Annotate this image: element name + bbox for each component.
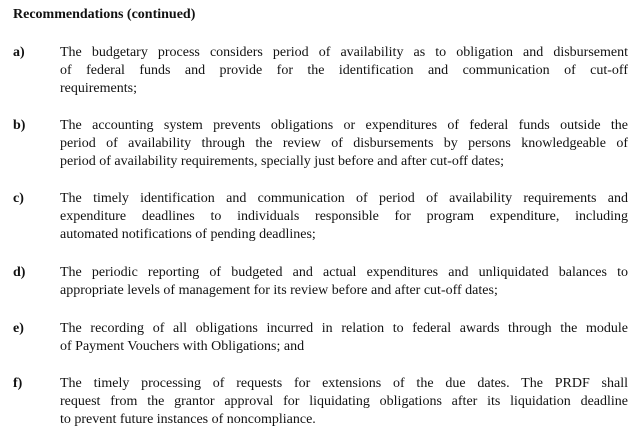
text-line: period of availability requirements, specially just before and after cut-off dates; xyxy=(60,154,505,169)
item-label: b) xyxy=(13,118,26,133)
item-label: a) xyxy=(13,45,25,60)
text-line: period of availability through the review of disbursements by persons knowledgeable of xyxy=(60,136,628,151)
text-line: request from the grantor approval for liquidating obligations after its liquidation deadline xyxy=(60,394,628,409)
text-line: expenditure deadlines to individuals responsible for program expenditure, including xyxy=(60,209,628,224)
text-line: appropriate levels of management for its review before and after cut-off dates; xyxy=(60,283,498,298)
text-line: The budgetary process considers period of availability as to obligation and disbursement xyxy=(60,45,628,60)
text-line: The recording of all obligations incurred in relation to federal awards through the module xyxy=(60,321,628,336)
text-line: The periodic reporting of budgeted and actual expenditures and unliquidated balances to xyxy=(60,265,628,280)
text-line: of federal funds and provide for the identification and communication of cut-off xyxy=(60,63,628,78)
item-text xyxy=(60,44,628,98)
text-line: The accounting system prevents obligations or expenditures of federal funds outside the xyxy=(60,118,628,133)
item-text xyxy=(60,320,628,356)
item-text xyxy=(60,117,628,171)
text-line: The timely processing of requests for extensions of the due dates. The PRDF shall xyxy=(60,376,628,391)
item-label: d) xyxy=(13,265,26,280)
text-line: of Payment Vouchers with Obligations; and xyxy=(60,339,305,354)
text-line: The timely identification and communication of period of availability requirements and xyxy=(60,191,628,206)
text-line: requirements; xyxy=(60,81,137,96)
item-text xyxy=(60,375,628,429)
section-heading: Recommendations (continued) xyxy=(13,7,196,22)
text-line: to prevent future instances of noncompliance. xyxy=(60,412,316,427)
item-label: e) xyxy=(13,321,24,336)
item-label: c) xyxy=(13,191,24,206)
text-line: automated notifications of pending deadlines; xyxy=(60,227,316,242)
item-text xyxy=(60,264,628,300)
item-text xyxy=(60,190,628,244)
item-label: f) xyxy=(13,376,23,391)
